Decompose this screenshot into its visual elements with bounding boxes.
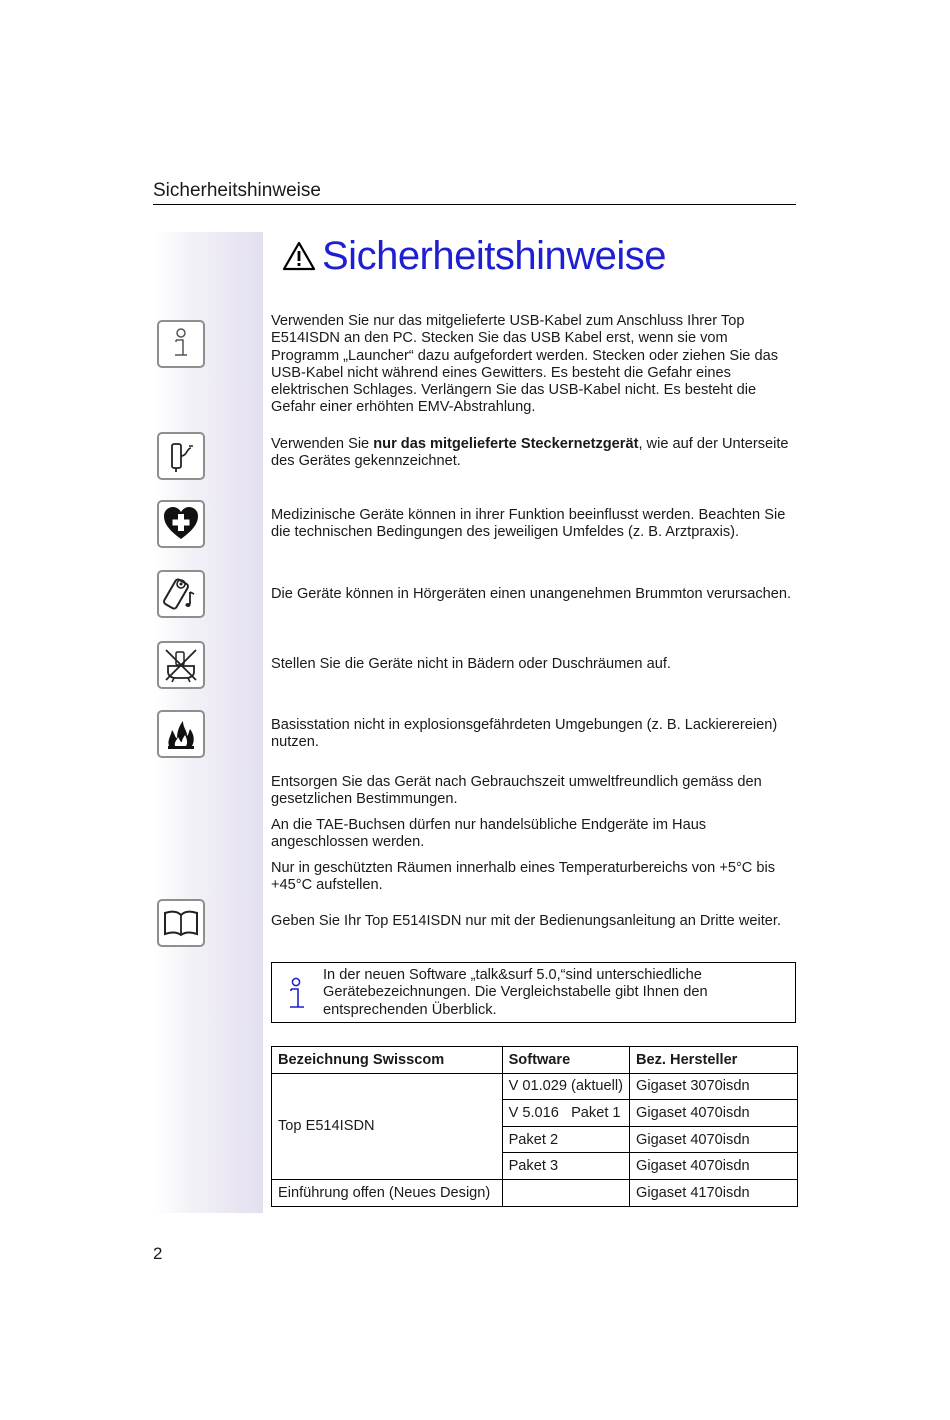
cell-vendor: Gigaset 4070isdn [629,1126,797,1153]
power-text-post: , wie auf der Unterseite des Gerätes gekennzeichnet. [271,436,789,470]
software-version: V 5.016 [508,1104,559,1121]
explosion-paragraph: Basisstation nicht in explosionsgefährdeten Umgebungen (z. B. Lackierereien) nutzen. [271,717,778,751]
power-text-bold: nur das mitgelieferte Steckernetzgerät [373,436,639,452]
software-note-box [271,962,796,1023]
header-software: Software [502,1047,629,1074]
cell-software: Paket 2 [502,1126,629,1153]
flame-icon [157,710,205,758]
cell-name: Einführung offen (Neues Design) [272,1179,503,1206]
software-note-text: In der neuen Software „talk&surf 5.0,“sind unterschiedliche Gerätebezeichnungen. Die Vergleichstabelle gibt Ihnen den entsprechenden Überblick. [323,967,708,1018]
page-title [282,228,666,284]
info-icon [157,320,205,368]
warning-triangle-icon [282,240,316,272]
cell-vendor: Gigaset 4070isdn [629,1100,797,1127]
cell-software [502,1179,629,1206]
table-row [272,1073,798,1100]
medical-paragraph: Medizinische Geräte können in ihrer Funktion beeinflusst werden. Beachten Sie die technischen Bedingungen des jeweiligen Umfeldes (z. B. Arztpraxis). [271,507,786,541]
cell-software: Paket 3 [502,1153,629,1180]
tae-paragraph: An die TAE-Buchsen dürfen nur handelsübliche Endgeräte im Haus angeschlossen werden. [271,817,707,851]
page-title-text: Sicherheitshinweise [322,233,667,278]
bath-paragraph: Stellen Sie die Geräte nicht in Bädern oder Duschräumen auf. [271,656,671,672]
table-row [272,1179,798,1206]
medical-cross-heart-icon [157,500,205,548]
info-icon [284,977,310,1016]
cell-software [502,1100,629,1127]
device-comparison-table [271,1046,798,1207]
header-swisscom: Bezeichnung Swisscom [272,1047,503,1074]
cell-software: V 01.029 (aktuell) [502,1073,629,1100]
table-header-row [272,1047,798,1074]
open-book-icon [157,899,205,947]
cell-vendor: Gigaset 4170isdn [629,1179,797,1206]
hearing-aid-phone-icon [157,570,205,618]
usb-cable-paragraph: Verwenden Sie nur das mitgelieferte USB-Kabel zum Anschluss Ihrer Top E514ISDN an den PC. Stecken Sie das USB Kabel erst, wenn sie vom Programm „Launcher“ dazu aufgefordert werden. Stecken oder ziehen Sie das USB-Kabel nicht während eines Gewitters. Es besteht die Gefahr eines elektrischen Schlages. Verlängern Sie das USB-Kabel nicht. Es besteht die Gefahr einer erhöhten EMV-Abstrahlung. [271,313,779,416]
page-number: 2 [153,1244,163,1263]
power-supply-paragraph [271,436,799,471]
power-adapter-icon [157,432,205,480]
no-bath-icon [157,641,205,689]
header-vendor: Bez. Hersteller [629,1047,797,1074]
temperature-paragraph: Nur in geschützten Räumen innerhalb eines Temperaturbereichs von +5°C bis +45°C aufstellen. [271,860,776,894]
hearing-aid-paragraph: Die Geräte können in Hörgeräten einen unangenehmen Brummton verursachen. [271,586,792,602]
power-text-pre: Verwenden Sie [271,436,374,452]
disposal-paragraph: Entsorgen Sie das Gerät nach Gebrauchszeit umweltfreundlich gemäss den gesetzlichen Bestimmungen. [271,774,762,808]
software-package: Paket 1 [571,1104,621,1121]
cell-name: Top E514ISDN [272,1073,503,1179]
running-header: Sicherheitshinweise [153,178,796,205]
cell-vendor: Gigaset 4070isdn [629,1153,797,1180]
manual-paragraph: Geben Sie Ihr Top E514ISDN nur mit der Bedienungsanleitung an Dritte weiter. [271,913,781,929]
cell-vendor: Gigaset 3070isdn [629,1073,797,1100]
